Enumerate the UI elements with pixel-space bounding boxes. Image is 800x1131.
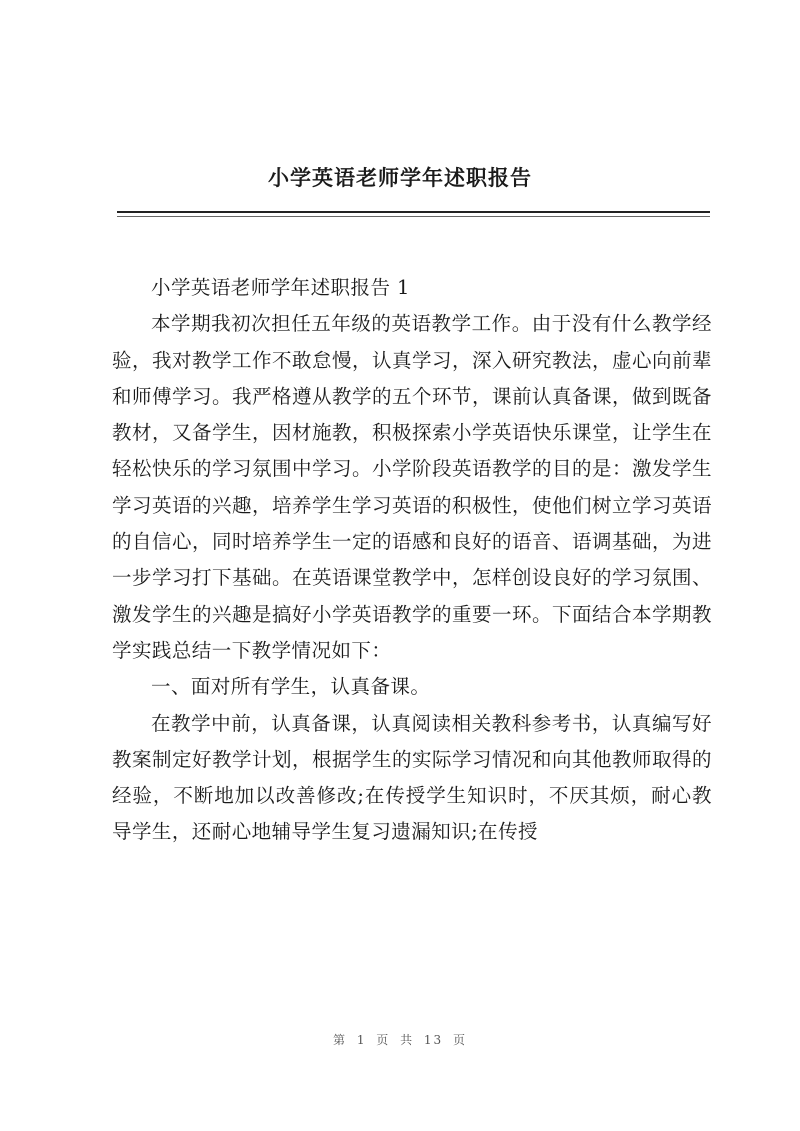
body-paragraph: 本学期我初次担任五年级的英语教学工作。由于没有什么教学经验，我对教学工作不敢怠慢，认真学习，深入研究教法，虚心向前辈和师傅学习。我严格遵从教学的五个环节，课前认真备课，做到既备教材，又备学生，因材施教，积极探索小学英语快乐课堂，让学生在轻松快乐的学习氛围中学习。小学阶段英语教学的目的是：激发学生学习英语的兴趣，培养学生学习英语的积极性，使他们树立学习英语的自信心，同时培养学生一定的语感和良好的语音、语调基础，为进一步学习打下基础。在英语课堂教学中，怎样创设良好的学习氛围、激发学生的兴趣是搞好小学英语教学的重要一环。下面结合本学期教学实践总结一下教学情况如下：	[112, 312, 712, 662]
subsection-heading: 一、面对所有学生，认真备课。	[151, 675, 431, 699]
title-underline-thin	[117, 216, 710, 217]
page-number-footer: 第 1 页 共 13 页	[333, 1033, 467, 1047]
document-title: 小学英语老师学年述职报告	[268, 165, 532, 190]
section-heading: 小学英语老师学年述职报告 1	[151, 276, 410, 299]
title-underline	[117, 211, 710, 213]
body-paragraph: 在教学中前，认真备课，认真阅读相关教科参考书，认真编写好教案制定好教学计划，根据学生的实际学习情况和向其他教师取得的经验，不断地加以改善修改;在传授学生知识时，不厌其烦，耐心教导学生，还耐心地辅导学生复习遗漏知识;在传授	[112, 711, 712, 844]
document-body	[112, 270, 712, 851]
